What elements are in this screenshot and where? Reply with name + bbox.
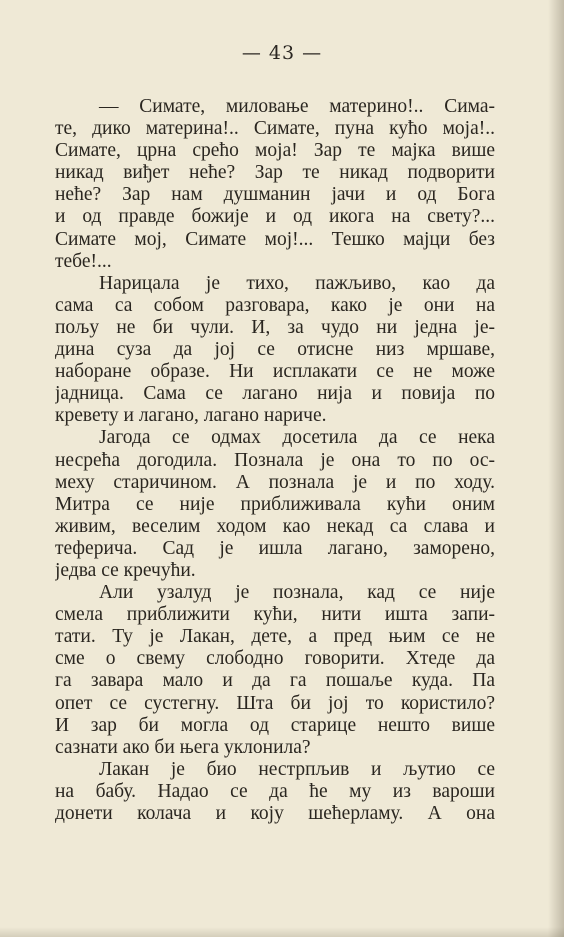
text-line: тебе!...: [55, 250, 112, 272]
body-text: [55, 96, 495, 825]
text-line: меху старичином. А познала је и по ходу.: [55, 471, 495, 493]
text-line: кревету и лагано, лагано нариче.: [55, 405, 327, 427]
text-line: јадница. Сама се лагано нија и повија по: [55, 383, 495, 405]
text-line: сама са собом разговара, како је они на: [55, 294, 495, 316]
text-line: — Симате, миловање материно!.. Сима-: [99, 96, 495, 117]
text-line: пољу не би чули. И, за чудо ни једна је-: [55, 316, 495, 338]
text-line: Симате, црна срећо моја! Зар те мајка више: [55, 140, 495, 162]
text-line: Симате мој, Симате мој!... Тешко мајци без: [55, 228, 495, 250]
text-line: И зар би могла од старице нешто више: [55, 714, 495, 736]
text-line: га завара мало и да га пошаље куда. Па: [55, 670, 495, 692]
text-line: неће? Зар нам душманин јачи и од Бога: [55, 184, 495, 206]
page-edge-shadow: [548, 0, 564, 937]
text-line: сме о свему слободно говорити. Хтеде да: [55, 648, 495, 670]
text-line: Јагода се одмах досетила да се нека: [99, 427, 495, 449]
text-line: наборане образе. Ни исплакати се не може: [55, 361, 495, 383]
text-line: те, дико материна!.. Симате, пуна кућо моја!..: [55, 118, 495, 140]
text-line: дина суза да јој се отисне низ мршаве,: [55, 339, 495, 361]
text-line: једва се кречући.: [55, 559, 196, 581]
text-line: несрећа догодила. Познала је она то по ос-: [55, 449, 495, 471]
text-line: донети колача и коју шећерламу. А она: [55, 803, 495, 824]
text-line: никад виђет неће? Зар те никад подворити: [55, 162, 495, 184]
page-bottom-shadow: [0, 927, 564, 937]
text-line: тати. Ту је Лакан, дете, а пред њим се не: [55, 626, 495, 648]
text-line: опет се сустегну. Шта би јој то користило?: [55, 692, 495, 714]
text-line: Али узалуд је познала, кад се није: [99, 582, 495, 604]
text-line: на бабу. Надао се да ће му из вароши: [55, 780, 495, 802]
text-line: живим, веселим ходом као некад са слава и: [55, 515, 495, 537]
text-line: Лакан је био нестрпљив и љутио се: [99, 758, 495, 780]
text-line: и од правде божије и од икога на свету?...: [55, 206, 495, 228]
text-line: теферича. Сад је ишла лагано, заморено,: [55, 537, 495, 559]
text-line: смела приближити кући, нити ишта запи-: [55, 604, 495, 626]
text-line: Митра се није приближивала кући оним: [55, 493, 495, 515]
page-number: — 43 —: [241, 42, 323, 64]
text-line: Нарицала је тихо, пажљиво, као да: [99, 272, 495, 294]
text-line: сазнати ако би њега уклонила?: [55, 736, 311, 758]
